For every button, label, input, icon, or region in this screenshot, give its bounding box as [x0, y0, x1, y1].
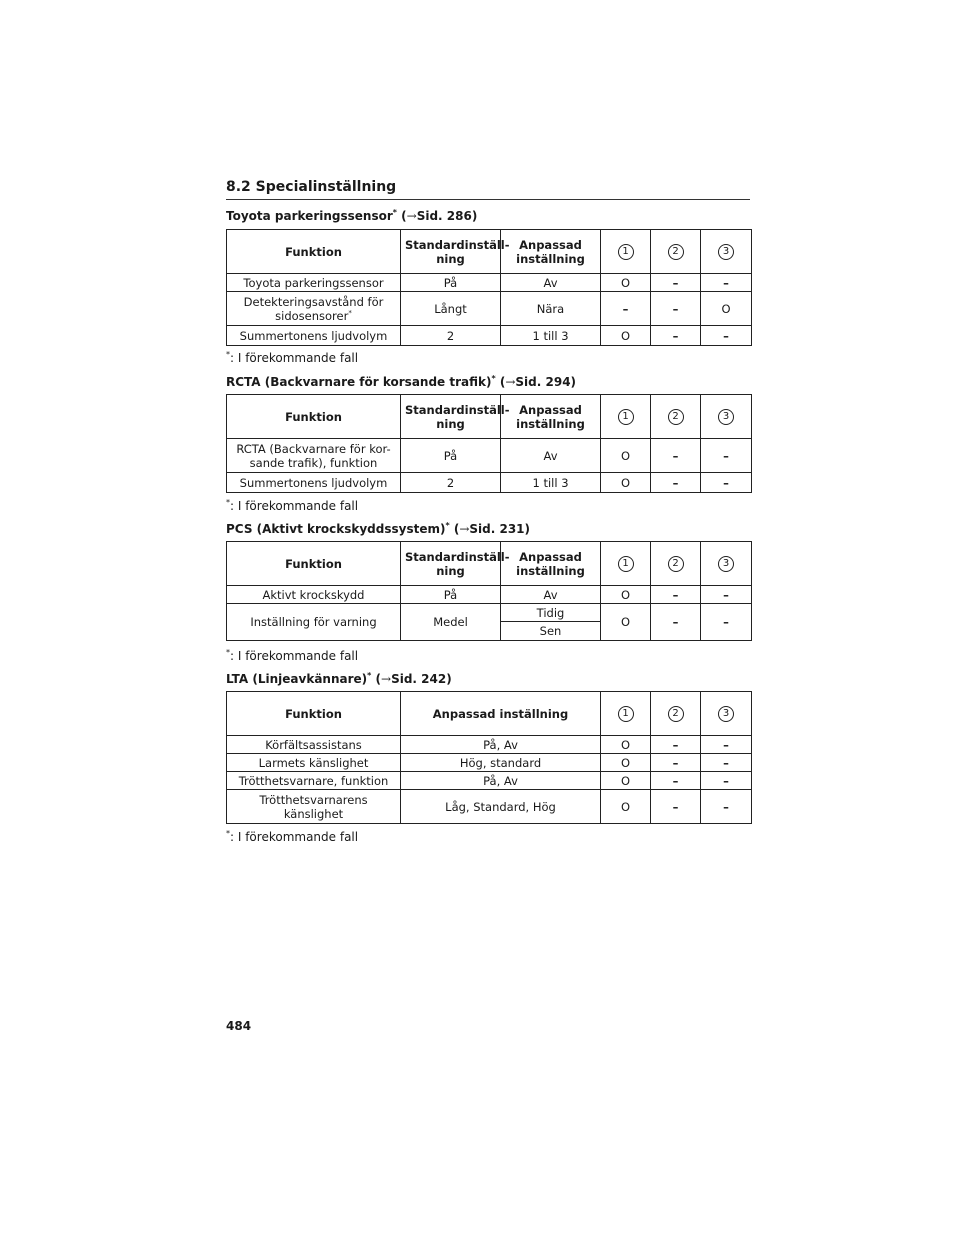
cell-function: Aktivt krockskydd — [227, 586, 401, 604]
circled-3-icon: 3 — [718, 556, 734, 572]
footnote-text: : I förekommande fall — [230, 649, 359, 663]
cell-c3: – — [701, 473, 752, 493]
cell-default: Medel — [401, 604, 501, 641]
footnote-mark: * — [392, 208, 397, 217]
cell-c1: O — [601, 326, 651, 346]
cell-c3: – — [701, 604, 752, 641]
cell-c1: O — [601, 772, 651, 790]
parking-sensor-table — [226, 229, 752, 346]
col-custom: Anpassad inställning — [401, 692, 601, 736]
circled-2-icon: 2 — [668, 556, 684, 572]
cell-default: Långt — [401, 292, 501, 326]
circled-3-icon: 3 — [718, 706, 734, 722]
cell-c1: O — [601, 736, 651, 754]
col-custom: Anpassad inställning — [501, 542, 601, 586]
arrow-icon: → — [459, 522, 470, 536]
pcs-table — [226, 541, 752, 641]
col-1 — [601, 542, 651, 586]
cell-custom: Sen — [501, 622, 601, 641]
circled-3-icon: 3 — [718, 409, 734, 425]
col-function: Funktion — [227, 542, 401, 586]
col-default: Standardinställ-ning — [401, 542, 501, 586]
footnote — [226, 829, 358, 845]
col-default: Standardinställ-ning — [401, 395, 501, 439]
col-1 — [601, 230, 651, 274]
col-3 — [701, 692, 752, 736]
col-1 — [601, 692, 651, 736]
cell-c1: O — [601, 274, 651, 292]
col-function: Funktion — [227, 395, 401, 439]
cell-function: Trötthetsvarnare, funktion — [227, 772, 401, 790]
col-function: Funktion — [227, 230, 401, 274]
table-header-row — [227, 395, 752, 439]
cell-c1: O — [601, 790, 651, 824]
cell-default: 2 — [401, 326, 501, 346]
footnote — [226, 648, 358, 664]
footnote-mark: * — [348, 308, 352, 317]
table-row — [227, 772, 752, 790]
footnote-mark: * — [445, 521, 450, 530]
cell-c2: – — [651, 772, 701, 790]
footnote-mark: * — [226, 498, 230, 507]
title-text: LTA (Linjeavkännare) — [226, 672, 368, 686]
col-custom: Anpassad inställning — [501, 230, 601, 274]
cell-default: På — [401, 439, 501, 473]
footnote — [226, 498, 358, 514]
cell-c3: – — [701, 772, 752, 790]
cell-c1: O — [601, 473, 651, 493]
footnote-text: : I förekommande fall — [230, 499, 359, 513]
cell-custom: Hög, standard — [401, 754, 601, 772]
table-row — [227, 292, 752, 326]
arrow-icon: → — [381, 672, 392, 686]
table-header-row — [227, 692, 752, 736]
cell-c1: O — [601, 754, 651, 772]
col-3 — [701, 542, 752, 586]
cell-default: På — [401, 274, 501, 292]
table-row — [227, 604, 752, 622]
table-header-row — [227, 542, 752, 586]
section-title-rcta: RCTA (Backvarnare för korsande trafik)* (→Sid. 294) — [226, 374, 577, 389]
cell-c1: O — [601, 604, 651, 641]
rcta-table — [226, 394, 752, 493]
col-2 — [651, 230, 701, 274]
circled-2-icon: 2 — [668, 409, 684, 425]
table-header-row — [227, 230, 752, 274]
cell-custom: Av — [501, 274, 601, 292]
section-title-lta: LTA (Linjeavkännare)* (→Sid. 242) — [226, 671, 452, 686]
title-text: Toyota parkeringssensor — [226, 209, 393, 223]
table-row — [227, 754, 752, 772]
cell-c1: – — [601, 292, 651, 326]
cell-custom: 1 till 3 — [501, 326, 601, 346]
cell-function: Summertonens ljudvolym — [227, 326, 401, 346]
section-title-pcs: PCS (Aktivt krockskyddssystem)* (→Sid. 231) — [226, 521, 531, 536]
page-reference[interactable]: Sid. 231 — [469, 522, 525, 536]
cell-c2: – — [651, 292, 701, 326]
arrow-icon: → — [505, 375, 516, 389]
footnote-mark: * — [226, 350, 230, 359]
circled-1-icon: 1 — [618, 706, 634, 722]
col-2 — [651, 395, 701, 439]
table-row — [227, 326, 752, 346]
cell-c3: – — [701, 754, 752, 772]
cell-function: Larmets känslighet — [227, 754, 401, 772]
cell-custom: Tidig — [501, 604, 601, 622]
col-3 — [701, 395, 752, 439]
cell-c2: – — [651, 604, 701, 641]
table-row — [227, 274, 752, 292]
table-row — [227, 473, 752, 493]
cell-function: Inställning för varning — [227, 604, 401, 641]
col-default: Standardinställ-ning — [401, 230, 501, 274]
section-header: 8.2 Specialinställning — [226, 178, 750, 200]
lta-table — [226, 691, 752, 824]
circled-1-icon: 1 — [618, 556, 634, 572]
col-2 — [651, 542, 701, 586]
table-row — [227, 736, 752, 754]
cell-c2: – — [651, 326, 701, 346]
cell-default: På — [401, 586, 501, 604]
section-title-parking-sensor: Toyota parkeringssensor* (→Sid. 286) — [226, 208, 478, 223]
table-row — [227, 790, 752, 824]
cell-custom: På, Av — [401, 772, 601, 790]
footnote-text: : I förekommande fall — [230, 351, 359, 365]
table-row — [227, 439, 752, 473]
cell-custom: Nära — [501, 292, 601, 326]
col-function: Funktion — [227, 692, 401, 736]
footnote-text: : I förekommande fall — [230, 830, 359, 844]
cell-function — [227, 292, 401, 326]
cell-c3: – — [701, 736, 752, 754]
footnote-mark: * — [226, 829, 230, 838]
page-reference[interactable]: Sid. 294 — [515, 375, 571, 389]
cell-custom: Låg, Standard, Hög — [401, 790, 601, 824]
cell-c2: – — [651, 736, 701, 754]
footnote-mark: * — [367, 671, 372, 680]
cell-c3: O — [701, 292, 752, 326]
cell-c2: – — [651, 790, 701, 824]
cell-c1: O — [601, 586, 651, 604]
table-row — [227, 586, 752, 604]
circled-1-icon: 1 — [618, 409, 634, 425]
circled-3-icon: 3 — [718, 244, 734, 260]
cell-function: Körfältsassistans — [227, 736, 401, 754]
title-text: RCTA (Backvarnare för korsande trafik) — [226, 375, 492, 389]
cell-function: RCTA (Backvarnare för kor-sande trafik), funktion — [227, 439, 401, 473]
cell-c3: – — [701, 790, 752, 824]
footnote-mark: * — [226, 648, 230, 657]
circled-2-icon: 2 — [668, 244, 684, 260]
function-text: Detekteringsavstånd för sidosensorer — [243, 294, 384, 323]
title-text: PCS (Aktivt krockskyddssystem) — [226, 522, 446, 536]
col-3 — [701, 230, 752, 274]
cell-custom: Av — [501, 586, 601, 604]
cell-c3: – — [701, 326, 752, 346]
cell-c3: – — [701, 586, 752, 604]
arrow-icon: → — [406, 209, 417, 223]
footnote-mark: * — [491, 374, 496, 383]
page-reference[interactable]: Sid. 286 — [416, 209, 472, 223]
cell-c2: – — [651, 274, 701, 292]
cell-c3: – — [701, 274, 752, 292]
cell-custom: Av — [501, 439, 601, 473]
cell-c3: – — [701, 439, 752, 473]
cell-function: Trötthetsvarnarens känslighet — [227, 790, 401, 824]
cell-custom: På, Av — [401, 736, 601, 754]
cell-custom: 1 till 3 — [501, 473, 601, 493]
cell-function: Toyota parkeringssensor — [227, 274, 401, 292]
cell-c2: – — [651, 586, 701, 604]
page-number: 484 — [226, 1019, 252, 1033]
footnote — [226, 350, 358, 366]
cell-default: 2 — [401, 473, 501, 493]
cell-c2: – — [651, 439, 701, 473]
circled-1-icon: 1 — [618, 244, 634, 260]
cell-c1: O — [601, 439, 651, 473]
col-1 — [601, 395, 651, 439]
circled-2-icon: 2 — [668, 706, 684, 722]
cell-c2: – — [651, 473, 701, 493]
cell-c2: – — [651, 754, 701, 772]
cell-function: Summertonens ljudvolym — [227, 473, 401, 493]
page-reference[interactable]: Sid. 242 — [391, 672, 447, 686]
col-2 — [651, 692, 701, 736]
col-custom: Anpassad inställning — [501, 395, 601, 439]
